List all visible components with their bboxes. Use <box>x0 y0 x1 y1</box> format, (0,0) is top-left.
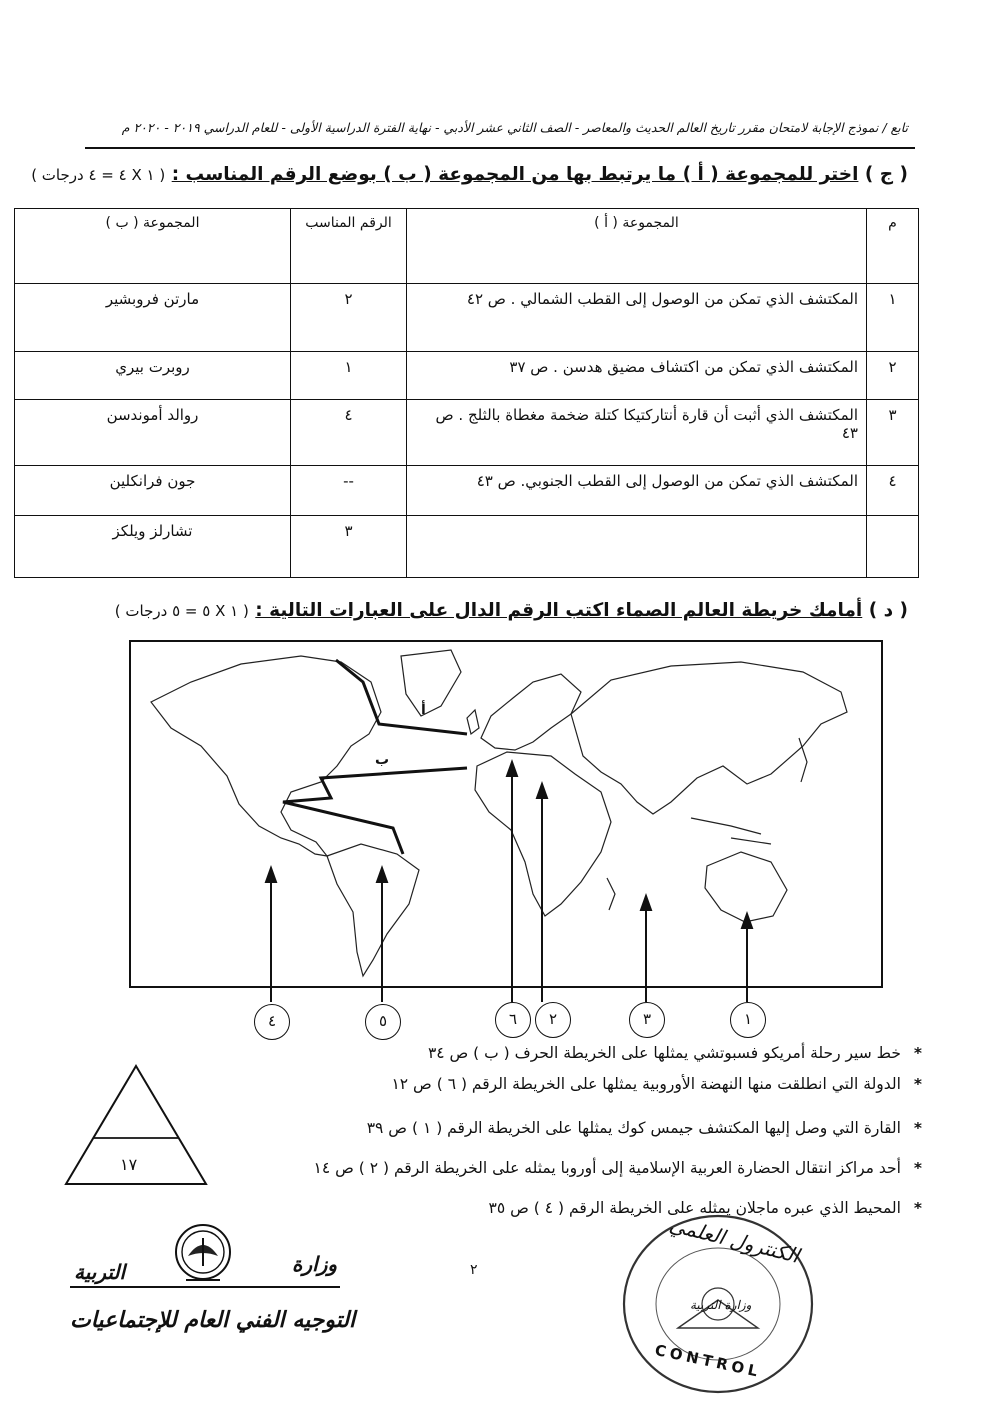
statement-text: الدولة التي انطلقت منها النهضة الأوروبية يمثلها على الخريطة الرقم ( ٦ ) ص ١٢ <box>391 1075 901 1093</box>
section-d-heading: أمامك خريطة العالم الصماء اكتب الرقم الدال على العبارات التالية : <box>255 600 863 621</box>
madagascar-outline <box>607 878 615 910</box>
arrow-1-head <box>742 914 752 928</box>
statement-text: القارة التي وصل إليها المكتشف جيمس كوك يمثلها على الخريطة الرقم ( ١ ) ص ٣٩ <box>366 1119 901 1137</box>
row-group-a <box>407 516 867 578</box>
row-answer-number: ٣ <box>291 516 407 578</box>
column-header-group-b: المجموعة ( ب ) <box>15 209 291 284</box>
row-group-b: روبرت بيري <box>15 352 291 400</box>
arrow-3-head <box>641 896 651 910</box>
europe-outline <box>481 674 581 750</box>
asia-outline <box>571 662 847 814</box>
score-value: ١٧ <box>120 1155 138 1174</box>
japan-outline <box>799 738 807 782</box>
table-row <box>15 284 919 352</box>
bullet-star: * <box>913 1044 922 1062</box>
arrow-4-head <box>266 868 276 882</box>
world-map <box>129 640 883 988</box>
pointer-arrows <box>266 762 752 986</box>
guidance-title: التوجيه الفني العام للإجتماعيات <box>70 1308 356 1333</box>
table-row <box>15 466 919 516</box>
row-answer-number: -- <box>291 466 407 516</box>
map-circle-6: ٦ <box>495 1002 531 1038</box>
britain-outline <box>467 710 479 734</box>
map-circle-2: ٢ <box>535 1002 571 1038</box>
section-c-marks: ( ١ X ٤ = ٤ درجات ) <box>31 166 166 184</box>
ministry-emblem-icon <box>170 1220 236 1290</box>
row-group-a: المكتشف الذي أثبت أن قارة أنتاركتيكا كتلة ضخمة مغطاة بالثلج . ص ٤٣ <box>407 400 867 466</box>
row-answer-number: ٢ <box>291 284 407 352</box>
header-divider <box>85 147 915 149</box>
statement-3 <box>367 1119 922 1137</box>
row-group-a: المكتشف الذي تمكن من الوصول إلى القطب الشمالي . ص ٤٢ <box>407 284 867 352</box>
table-row <box>15 352 919 400</box>
map-circle-4: ٤ <box>254 1004 290 1040</box>
map-circle-5: ٥ <box>365 1004 401 1040</box>
exam-header-line: تابع / نموذج الإجابة لامتحان مقرر تاريخ العالم الحديث والمعاصر - الصف الثاني عشر الأدبي - نهاية الفترة الدراسية الأولى - للعام الدراسي ٢٠١٩ - ٢٠٢٠ م <box>121 120 908 135</box>
section-d-marks: ( ١ X ٥ = ٥ درجات ) <box>114 602 249 620</box>
world-map-drawing <box>131 642 881 986</box>
bullet-star: * <box>913 1199 922 1217</box>
indonesia-outline <box>691 818 771 844</box>
matching-table <box>14 208 919 578</box>
map-circle-1: ١ <box>730 1002 766 1038</box>
bullet-star: * <box>913 1119 922 1137</box>
section-c-heading: اختر للمجموعة ( أ ) ما يرتبط بها من المجموعة ( ب ) بوضع الرقم المناسب : <box>171 164 859 185</box>
section-c-prefix: ( ج ) <box>864 164 908 185</box>
ministry-word-1: وزارة <box>292 1252 338 1276</box>
arrow-2-head <box>537 784 547 798</box>
row-answer-number: ١ <box>291 352 407 400</box>
table-row <box>15 516 919 578</box>
column-header-number: الرقم المناسب <box>291 209 407 284</box>
stamp-english-text: CONTROL <box>653 1340 764 1382</box>
statement-2 <box>391 1075 922 1093</box>
column-header-group-a: المجموعة ( أ ) <box>407 209 867 284</box>
table-header-row <box>15 209 919 284</box>
row-index: ٤ <box>867 466 919 516</box>
row-group-b: تشارلز ويلكز <box>15 516 291 578</box>
column-header-index: م <box>867 209 919 284</box>
row-index: ١ <box>867 284 919 352</box>
row-index <box>867 516 919 578</box>
row-group-b: روالد أموندسن <box>15 400 291 466</box>
bullet-star: * <box>913 1075 922 1093</box>
greenland-outline <box>401 650 461 716</box>
statement-text: أحد مراكز انتقال الحضارة العربية الإسلامية إلى أوروبا يمثله على الخريطة الرقم ( ٢ ) ص ١٤ <box>313 1159 901 1177</box>
row-answer-number: ٤ <box>291 400 407 466</box>
stamp-arabic-text: الكنترول العلمي <box>667 1212 802 1268</box>
ministry-word-2: التربية <box>74 1260 126 1284</box>
table-row <box>15 400 919 466</box>
section-c-title <box>31 164 908 185</box>
arrow-stem-extensions <box>0 986 992 1006</box>
north-america-outline <box>151 656 381 856</box>
statement-text: المحيط الذي عبره ماجلان يمثله على الخريطة الرقم ( ٤ ) ص ٣٥ <box>488 1199 901 1217</box>
route-b-line <box>283 768 467 854</box>
stamp-ministry-text: وزارة التربية <box>690 1298 752 1312</box>
row-group-a: المكتشف الذي تمكن من الوصول إلى القطب الجنوبي. ص ٤٣ <box>407 466 867 516</box>
map-circle-3: ٣ <box>629 1002 665 1038</box>
row-index: ٣ <box>867 400 919 466</box>
australia-outline <box>705 852 787 922</box>
section-d-prefix: ( د ) <box>868 600 908 621</box>
row-group-b: مارتن فروبشير <box>15 284 291 352</box>
statement-text: خط سير رحلة أمريكو فسبوتشي يمثلها على الخريطة الحرف ( ب ) ص ٣٤ <box>427 1044 901 1062</box>
statement-1 <box>428 1044 922 1062</box>
statement-4 <box>314 1159 922 1177</box>
section-d-title <box>115 600 908 621</box>
row-index: ٢ <box>867 352 919 400</box>
row-group-b: جون فرانكلين <box>15 466 291 516</box>
route-a-letter: أ <box>421 702 426 718</box>
ministry-underline <box>70 1282 340 1292</box>
south-america-outline <box>327 844 419 976</box>
row-group-a: المكتشف الذي تمكن من اكتشاف مضيق هدسن . ص ٣٧ <box>407 352 867 400</box>
page-number: ٢ <box>470 1262 478 1278</box>
arrow-6-head <box>507 762 517 776</box>
route-b-letter: ب <box>375 752 390 768</box>
bullet-star: * <box>913 1159 922 1177</box>
arrow-5-head <box>377 868 387 882</box>
